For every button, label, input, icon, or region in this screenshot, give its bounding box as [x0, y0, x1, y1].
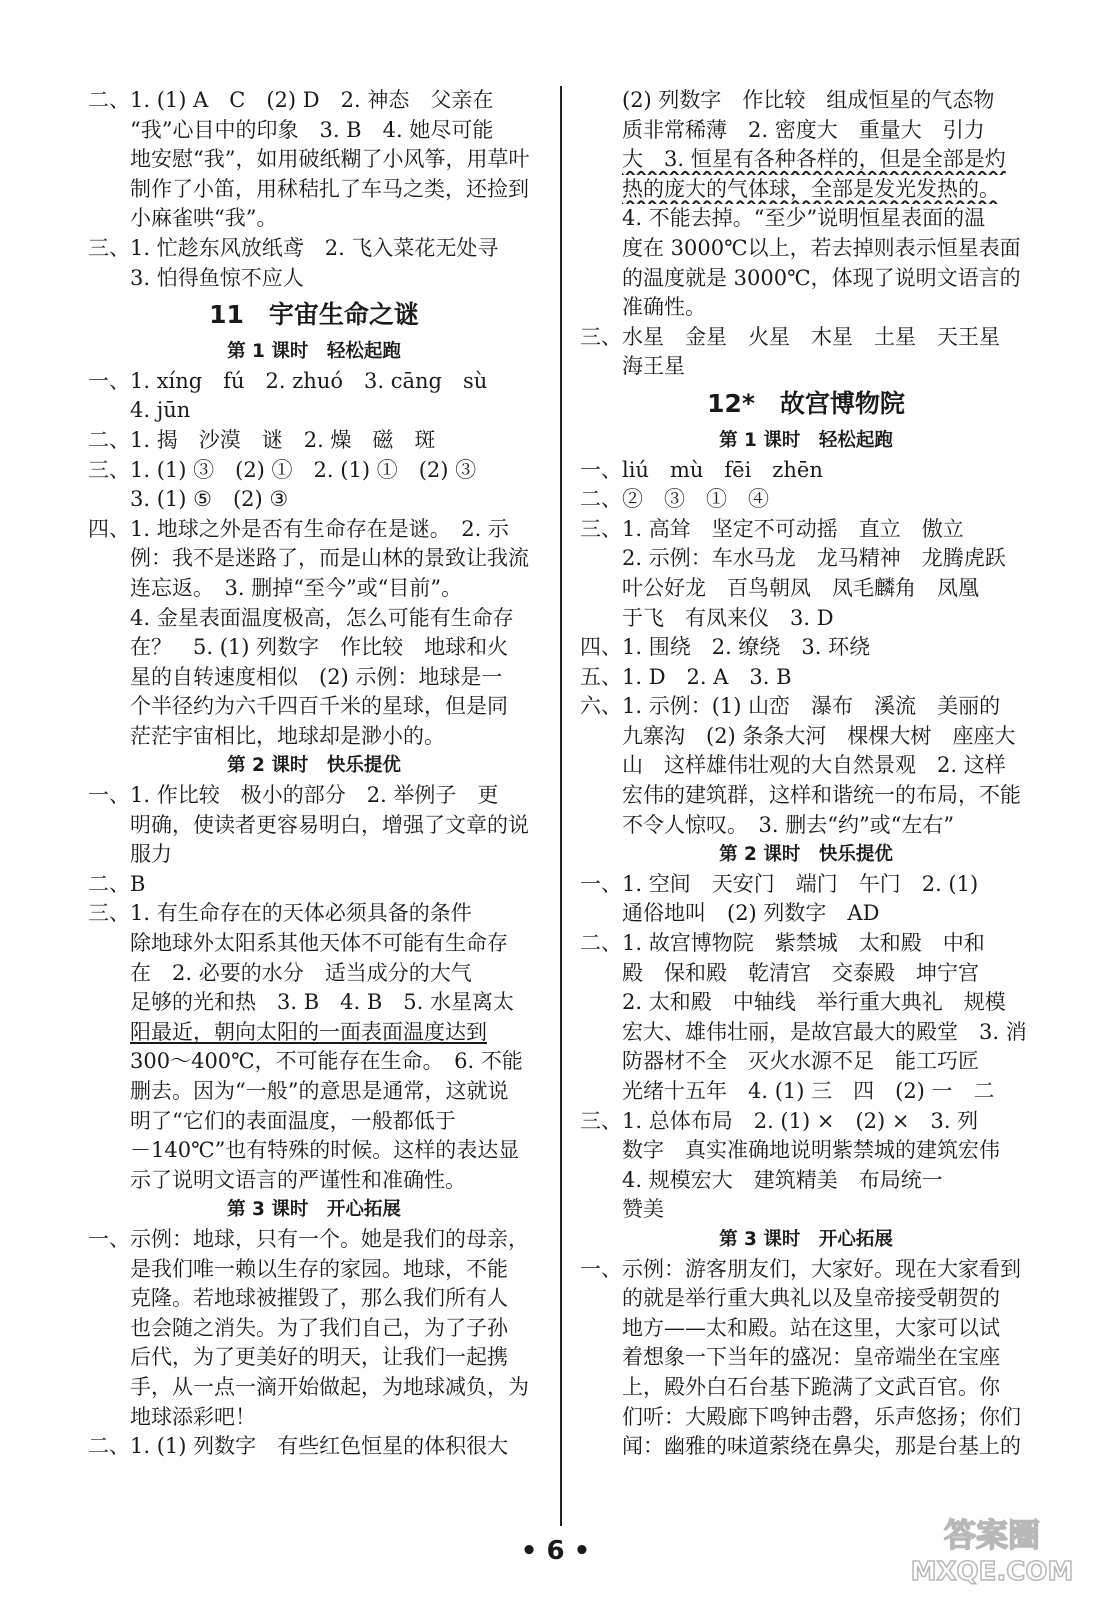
watermark-logo — [902, 1506, 1082, 1588]
section-heading — [88, 751, 540, 781]
answer-line — [88, 396, 540, 426]
answer-text: 地方——太和殿。站在这里，大家可以试 — [622, 1315, 1000, 1340]
answer-text: 第 2 课时 快乐提优 — [227, 755, 401, 777]
answer-text: 二、1. 揭 沙漠 谜 2. 燥 磁 斑 — [88, 427, 436, 452]
answer-text: 2. 太和殿 中轴线 举行重大典礼 规模 — [622, 990, 1006, 1015]
section-heading — [88, 337, 540, 367]
answer-line — [580, 293, 1032, 323]
answer-text: 明了“它们的表面温度，一般都低于 — [130, 1108, 456, 1133]
answer-line — [580, 870, 1032, 900]
answer-text: 上，殿外白石台基下跪满了文武百官。你 — [622, 1374, 1000, 1399]
answer-text: 四、1. 围绕 2. 缭绕 3. 环绕 — [580, 635, 871, 660]
answer-text: 阳最近，朝向太阳的一面表面温度达到 — [130, 1019, 487, 1044]
answer-line — [88, 485, 540, 515]
answer-line — [88, 1077, 540, 1107]
answer-line — [88, 456, 540, 486]
answer-line — [580, 574, 1032, 604]
answer-text: 示了说明文语言的严谨性和准确性。 — [130, 1167, 466, 1192]
answer-line — [580, 264, 1032, 294]
answer-text: 数字 真实准确地说明紫禁城的建筑宏伟 — [622, 1138, 1000, 1163]
answer-line — [580, 722, 1032, 752]
answer-text: 大 3. 恒星有各种各样的，但是全部是灼 — [622, 147, 1006, 172]
answer-text: 制作了小笛，用秫秸扎了车马之类，还捡到 — [130, 176, 529, 201]
answer-line — [88, 264, 540, 294]
answer-text: 三、水星 金星 火星 木星 土星 天王星 — [580, 324, 1000, 349]
answer-text: 克隆。若地球被摧毁了，那么我们所有人 — [130, 1286, 508, 1311]
answer-text: 地球添彩吧！ — [130, 1404, 256, 1429]
answer-text: 小麻雀哄“我”。 — [130, 206, 278, 231]
answer-text: 们听：大殿廊下鸣钟击磬，乐声悠扬；你们 — [622, 1404, 1021, 1429]
section-heading — [580, 840, 1032, 870]
answer-line — [580, 692, 1032, 722]
answer-text: 足够的光和热 3. B 4. B 5. 水星离太 — [130, 990, 514, 1015]
answer-line — [580, 234, 1032, 264]
answer-line — [580, 751, 1032, 781]
answer-text: 不令人惊叹。 3. 删去“约”或“左右” — [622, 812, 955, 837]
answer-text: 度在 3000℃以上，若去掉则表示恒星表面 — [622, 235, 1021, 260]
answer-text: 宏伟的建筑群，这样和谐统一的布局，不能 — [622, 783, 1021, 808]
answer-line — [88, 1314, 540, 1344]
answer-line — [580, 1373, 1032, 1403]
answer-line — [580, 1343, 1032, 1373]
answer-line — [88, 426, 540, 456]
lesson-title — [88, 293, 540, 337]
answer-text: 海王星 — [622, 354, 685, 379]
answer-text: 四、1. 地球之外是否有生命存在是谜。 2. 示 — [88, 516, 509, 541]
answer-text: 三、1. 忙趁东风放纸鸢 2. 飞入菜花无处寻 — [88, 235, 499, 260]
section-heading — [580, 426, 1032, 456]
answer-text: 防器材不全 灭火水源不足 能工巧匠 — [622, 1049, 979, 1074]
answer-line — [580, 1047, 1032, 1077]
answer-text: 第 2 课时 快乐提优 — [719, 844, 893, 866]
answer-line — [580, 959, 1032, 989]
section-heading — [580, 1225, 1032, 1255]
answer-line — [88, 515, 540, 545]
answer-text: 地安慰“我”，如用破纸糊了小风筝，用草叶 — [130, 147, 530, 172]
answer-line — [580, 145, 1032, 175]
answer-text: 六、1. 示例：(1) 山峦 瀑布 溪流 美丽的 — [580, 694, 1001, 719]
answer-text: 11 宇宙生命之谜 — [209, 300, 419, 330]
answer-line — [580, 1314, 1032, 1344]
answer-line — [580, 323, 1032, 353]
answer-line — [88, 1166, 540, 1196]
answer-text: 例：我不是迷路了，而是山林的景致让我流 — [130, 546, 529, 571]
answer-text: 光绪十五年 4. (1) 三 四 (2) 一 二 — [622, 1079, 995, 1103]
answer-line — [580, 116, 1032, 146]
answer-line — [88, 367, 540, 397]
answer-text: 一、1. 空间 天安门 端门 午门 2. (1) — [580, 871, 979, 896]
answer-text: 星的自转速度相似 (2) 示例：地球是一 — [130, 664, 503, 689]
answer-text: 宏大、雄伟壮丽，是故宫最大的殿堂 3. 消 — [622, 1019, 1027, 1044]
answer-line — [88, 988, 540, 1018]
answer-text: 二、1. 故宫博物院 紫禁城 太和殿 中和 — [580, 931, 985, 956]
answer-line — [88, 1225, 540, 1255]
answer-line — [88, 811, 540, 841]
answer-text: 一、liú mù fēi zhēn — [580, 457, 823, 482]
answer-text: 叶公好龙 百鸟朝凤 凤毛麟角 凤凰 — [622, 575, 979, 600]
answer-text: 的就是举行重大典礼以及皇帝接受朝贺的 — [622, 1286, 1000, 1311]
answer-text: 三、1. 总体布局 2. (1) × (2) × 3. 列 — [580, 1108, 979, 1133]
answer-line — [88, 1373, 540, 1403]
answer-line — [580, 1432, 1032, 1462]
answer-text: 着想象一下当年的盛况：皇帝端坐在宝座 — [622, 1345, 1000, 1370]
answer-line — [88, 1403, 540, 1433]
answer-line — [88, 692, 540, 722]
answer-line — [88, 204, 540, 234]
answer-line — [580, 1077, 1032, 1107]
answer-line — [580, 633, 1032, 663]
answer-line — [580, 515, 1032, 545]
answer-line — [88, 929, 540, 959]
answer-line — [580, 929, 1032, 959]
answer-text: 3. 怕得鱼惊不应人 — [130, 265, 304, 290]
answer-text: 二、② ③ ① ④ — [580, 487, 769, 512]
answer-text: 300～400℃，不可能存在生命。 6. 不能 — [130, 1049, 523, 1074]
answer-line — [88, 1136, 540, 1166]
answer-line — [88, 604, 540, 634]
answer-line — [580, 604, 1032, 634]
answer-line — [580, 86, 1032, 116]
answer-text: 通俗地叫 (2) 列数字 AD — [622, 901, 880, 926]
answer-line — [580, 988, 1032, 1018]
answer-text: 三、1. 高耸 坚定不可动摇 直立 傲立 — [580, 516, 964, 541]
answer-line — [580, 204, 1032, 234]
answer-line — [580, 175, 1032, 205]
answer-line — [88, 1047, 540, 1077]
watermark-text-top: 答案圈 — [943, 1516, 1041, 1554]
answer-line — [88, 663, 540, 693]
answer-line — [88, 544, 540, 574]
answer-line — [88, 234, 540, 264]
answer-line — [580, 811, 1032, 841]
left-column — [88, 86, 540, 1462]
right-column — [580, 86, 1032, 1462]
answer-text: 九寨沟 (2) 条条大河 棵棵大树 座座大 — [622, 723, 1016, 748]
answer-text: 一、示例：地球，只有一个。她是我们的母亲， — [88, 1226, 529, 1251]
answer-text: 第 1 课时 轻松起跑 — [227, 341, 401, 363]
answer-text: 质非常稀薄 2. 密度大 重量大 引力 — [622, 117, 985, 142]
column-divider — [560, 86, 562, 1526]
answer-line — [88, 145, 540, 175]
answer-text: 一、1. 作比较 极小的部分 2. 举例子 更 — [88, 783, 499, 808]
answer-text: 4. 金星表面温度极高，怎么可能有生命存 — [130, 605, 514, 630]
answer-line — [580, 1107, 1032, 1137]
answer-text: 的温度就是 3000℃，体现了说明文语言的 — [622, 265, 1021, 290]
answer-text: 殿 保和殿 乾清宫 交泰殿 坤宁宫 — [622, 960, 979, 985]
answer-line — [580, 544, 1032, 574]
answer-text: 4. 规模宏大 建筑精美 布局统一 — [622, 1167, 943, 1192]
answer-text: 二、B — [88, 871, 146, 896]
answer-text: 在 2. 必要的水分 适当成分的大气 — [130, 960, 472, 985]
answer-text: 删去。因为“一般”的意思是通常，这就说 — [130, 1079, 509, 1103]
answer-text: 一、1. xíng fú 2. zhuó 3. cāng sù — [88, 368, 488, 393]
answer-text: 第 3 课时 开心拓展 — [719, 1228, 893, 1250]
answer-text: －140℃”也有特殊的时候。这样的表达显 — [130, 1138, 520, 1163]
answer-text: 闻：幽雅的味道萦绕在鼻尖，那是台基上的 — [622, 1434, 1021, 1459]
lesson-title — [580, 382, 1032, 426]
answer-line — [580, 781, 1032, 811]
answer-line — [580, 1018, 1032, 1048]
answer-text: 3. (1) ⑤ (2) ③ — [130, 487, 289, 512]
page-number: • 6 • — [520, 1536, 591, 1566]
answer-text: 热的庞大的气体球，全部是发光发热的。 — [622, 176, 1000, 201]
answer-text: 在？ 5. (1) 列数字 作比较 地球和火 — [130, 635, 509, 660]
answer-text: 4. jūn — [130, 398, 191, 423]
answer-text: 手，从一点一滴开始做起，为地球减负，为 — [130, 1374, 529, 1399]
answer-line — [88, 86, 540, 116]
answer-line — [88, 175, 540, 205]
answer-line — [580, 352, 1032, 382]
answer-line — [580, 1284, 1032, 1314]
answer-line — [580, 485, 1032, 515]
answer-text: 服力 — [130, 842, 172, 867]
answer-text: 明确，使读者更容易明白，增强了文章的说 — [130, 812, 529, 837]
answer-line — [88, 116, 540, 146]
answer-text: 连忘返。 3. 删掉“至今”或“目前”。 — [130, 575, 463, 600]
answer-text: 12* 故宫博物院 — [707, 388, 905, 418]
answer-line — [88, 1255, 540, 1285]
answer-line — [88, 1284, 540, 1314]
answer-text: 4. 不能去掉。“至少”说明恒星表面的温 — [622, 206, 986, 231]
answer-line — [88, 1432, 540, 1462]
answer-line — [88, 959, 540, 989]
answer-text: 于飞 有凤来仪 3. D — [622, 605, 834, 630]
answer-text: (2) 列数字 作比较 组成恒星的气态物 — [622, 88, 995, 112]
answer-line — [88, 899, 540, 929]
answer-line — [88, 1018, 540, 1048]
answer-line — [580, 663, 1032, 693]
answer-text: 除地球外太阳系其他天体不可能有生命存 — [130, 931, 508, 956]
answer-text: 赞美 — [622, 1197, 664, 1222]
answer-text: 2. 示例：车水马龙 龙马精神 龙腾虎跃 — [622, 546, 1006, 571]
answer-text: 是我们唯一赖以生存的家园。地球，不能 — [130, 1256, 508, 1281]
answer-line — [88, 633, 540, 663]
answer-line — [88, 870, 540, 900]
answer-line — [88, 574, 540, 604]
answer-text: 个半径约为六千四百千米的星球，但是同 — [130, 694, 508, 719]
answer-text: 后代，为了更美好的明天，让我们一起携 — [130, 1345, 508, 1370]
answer-text: 第 1 课时 轻松起跑 — [719, 429, 893, 451]
answer-line — [580, 1255, 1032, 1285]
section-heading — [88, 1195, 540, 1225]
answer-line — [580, 1403, 1032, 1433]
answer-text: 三、1. 有生命存在的天体必须具备的条件 — [88, 901, 472, 926]
answer-text: “我”心目中的印象 3. B 4. 她尽可能 — [130, 117, 494, 142]
answer-line — [580, 1136, 1032, 1166]
answer-line — [580, 1195, 1032, 1225]
answer-line — [88, 781, 540, 811]
answer-line — [580, 899, 1032, 929]
answer-line — [580, 1166, 1032, 1196]
answer-text: 一、示例：游客朋友们，大家好。现在大家看到 — [580, 1256, 1021, 1281]
answer-text: 茫茫宇宙相比，地球却是渺小的。 — [130, 723, 445, 748]
answer-text: 准确性。 — [622, 295, 706, 320]
answer-text: 第 3 课时 开心拓展 — [227, 1199, 401, 1221]
answer-text: 五、1. D 2. A 3. B — [580, 664, 792, 689]
answer-line — [88, 1107, 540, 1137]
answer-text: 山 这样雄伟壮观的大自然景观 2. 这样 — [622, 753, 1006, 778]
watermark-text-bottom: MXQE.COM — [910, 1557, 1074, 1587]
answer-text: 也会随之消失。为了我们自己，为了子孙 — [130, 1315, 508, 1340]
answer-text: 三、1. (1) ③ (2) ① 2. (1) ① (2) ③ — [88, 457, 477, 482]
answer-line — [88, 1343, 540, 1373]
answer-line — [580, 456, 1032, 486]
answer-text: 二、1. (1) 列数字 有些红色恒星的体积很大 — [88, 1434, 509, 1459]
answer-text: 二、1. (1) A C (2) D 2. 神态 父亲在 — [88, 88, 494, 112]
answer-line — [88, 840, 540, 870]
answer-line — [88, 722, 540, 752]
